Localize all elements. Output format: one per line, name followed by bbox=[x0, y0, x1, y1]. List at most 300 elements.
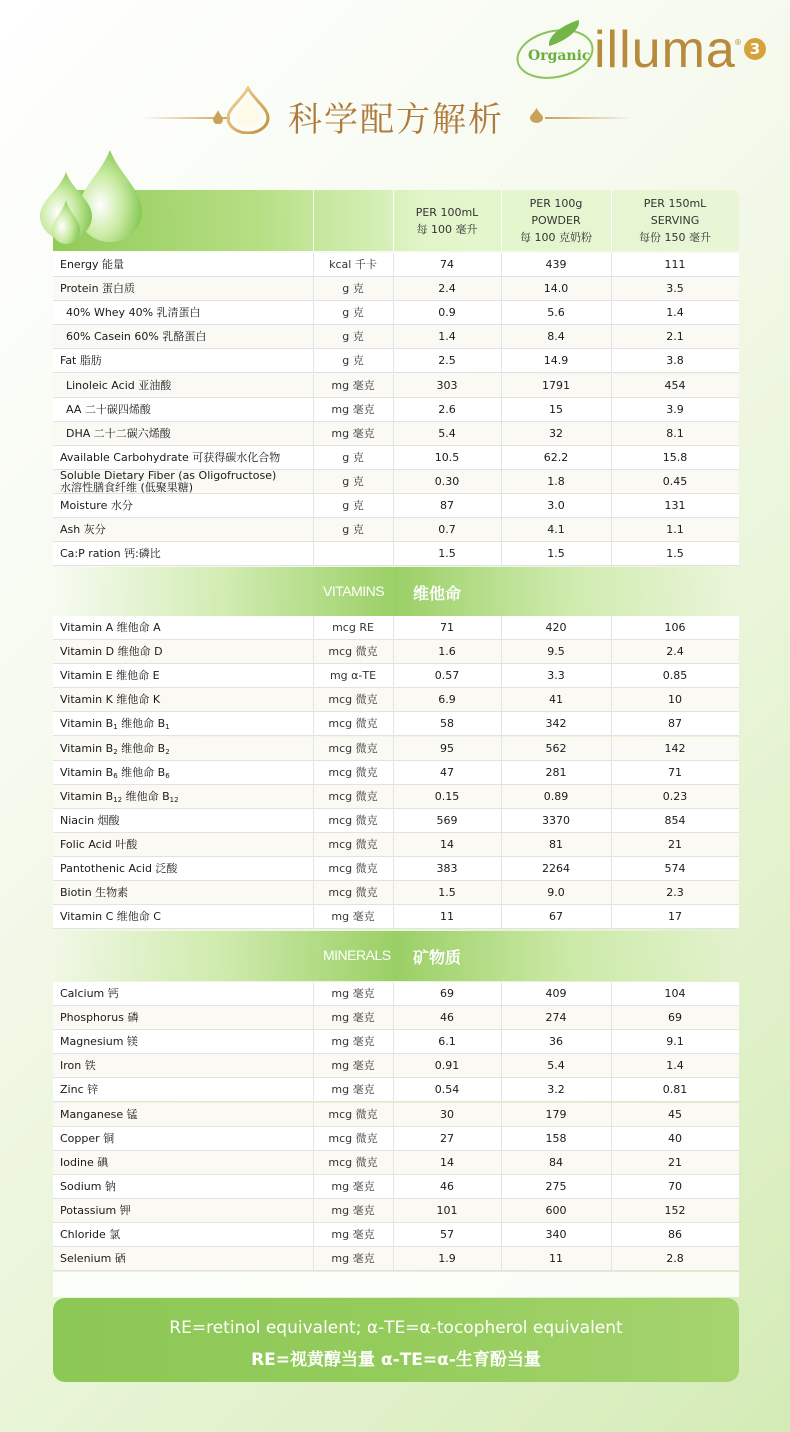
value-per-100g: 0.89 bbox=[543, 789, 569, 803]
column-divider bbox=[313, 982, 314, 1006]
table-row bbox=[53, 277, 739, 301]
nutrient-name-text: Chloride 氯 bbox=[60, 1228, 121, 1241]
value-per-150ml: 2.8 bbox=[666, 1252, 684, 1266]
nutrient-name bbox=[60, 518, 314, 542]
value-per-100ml: 1.5 bbox=[438, 886, 456, 900]
section-title-cn: 矿物质 bbox=[413, 948, 462, 967]
value-per-150ml: 574 bbox=[664, 862, 686, 875]
column-divider bbox=[611, 712, 612, 736]
column-divider bbox=[393, 277, 394, 301]
nutrient-name-text: Pantothenic Acid 泛酸 bbox=[60, 862, 178, 875]
value-per-150ml: 2.3 bbox=[666, 886, 684, 900]
header-separator bbox=[313, 190, 314, 251]
table-row bbox=[53, 1030, 739, 1054]
column-divider bbox=[611, 1030, 612, 1054]
column-divider bbox=[501, 640, 502, 664]
nutrient-name-text: Potassium 钾 bbox=[60, 1203, 131, 1217]
nutrient-name-text: Vitamin C 维他命 C bbox=[60, 910, 161, 924]
column-divider bbox=[313, 1223, 314, 1247]
header-line: PER 100mL bbox=[415, 205, 479, 219]
column-divider bbox=[501, 857, 502, 881]
value-per-100ml: 11 bbox=[440, 910, 454, 924]
column-divider bbox=[393, 1103, 394, 1127]
value-per-100ml: 1.5 bbox=[438, 547, 456, 561]
brand-logo bbox=[516, 22, 776, 88]
value-per-100ml: 0.30 bbox=[434, 474, 460, 488]
table-row bbox=[53, 1127, 739, 1151]
column-divider bbox=[393, 422, 394, 446]
table-row bbox=[53, 1151, 739, 1175]
column-divider bbox=[501, 277, 502, 301]
nutrient-name-text: 60% Casein 60% 乳酪蛋白 bbox=[66, 330, 207, 344]
column-divider bbox=[393, 494, 394, 518]
nutrient-name-text: Vitamin A 维他命 A bbox=[60, 621, 161, 634]
nutrient-name-text: Calcium 钙 bbox=[60, 987, 119, 1000]
column-divider bbox=[611, 1223, 612, 1247]
column-divider bbox=[393, 470, 394, 494]
value-per-100g: 67 bbox=[549, 910, 563, 924]
column-divider bbox=[313, 1247, 314, 1271]
nutrient-name-text: Niacin 烟酸 bbox=[60, 813, 120, 827]
table-row bbox=[53, 1247, 739, 1271]
nutrient-name bbox=[66, 301, 320, 325]
column-divider bbox=[501, 446, 502, 470]
subscript: 6 bbox=[113, 771, 118, 780]
column-divider bbox=[611, 1151, 612, 1175]
column-divider bbox=[611, 518, 612, 542]
value-per-100g: 41 bbox=[549, 693, 563, 707]
nutrient-name-text: Iron 铁 bbox=[60, 1059, 96, 1073]
column-divider bbox=[313, 518, 314, 542]
table-row bbox=[53, 737, 739, 761]
column-divider bbox=[313, 737, 314, 761]
column-divider bbox=[611, 1175, 612, 1199]
column-divider bbox=[313, 785, 314, 809]
table-row bbox=[53, 1006, 739, 1030]
table-row bbox=[53, 253, 739, 277]
column-divider bbox=[611, 470, 612, 494]
nutrient-name bbox=[60, 761, 314, 785]
column-divider bbox=[611, 253, 612, 277]
column-divider bbox=[501, 422, 502, 446]
nutrient-name-text: Ash 灰分 bbox=[60, 523, 106, 537]
unit: mcg 微克 bbox=[328, 1107, 378, 1121]
nutrient-name bbox=[60, 1030, 314, 1054]
table-row bbox=[53, 905, 739, 929]
nutrient-name bbox=[66, 374, 320, 398]
nutrient-name-text: Vitamin B bbox=[60, 717, 114, 731]
column-divider bbox=[313, 688, 314, 712]
column-divider bbox=[393, 1006, 394, 1030]
column-divider bbox=[313, 253, 314, 277]
unit: mg 毫克 bbox=[331, 987, 375, 1000]
column-divider bbox=[393, 325, 394, 349]
column-divider bbox=[393, 688, 394, 712]
unit: mcg 微克 bbox=[328, 765, 378, 779]
subscript: 1 bbox=[165, 723, 170, 732]
unit: mg 毫克 bbox=[331, 1059, 375, 1073]
unit: mcg 微克 bbox=[328, 1131, 378, 1145]
column-divider bbox=[501, 1030, 502, 1054]
nutrient-name bbox=[60, 349, 314, 373]
column-divider bbox=[393, 1151, 394, 1175]
table-row bbox=[53, 374, 739, 398]
value-per-100ml: 1.6 bbox=[438, 645, 456, 659]
column-divider bbox=[393, 881, 394, 905]
value-per-100g: 5.4 bbox=[547, 1059, 565, 1073]
nutrient-name-text: Manganese 锰 bbox=[60, 1107, 138, 1121]
column-divider bbox=[501, 1054, 502, 1078]
nutrient-name-text: Zinc 锌 bbox=[60, 1083, 99, 1097]
value-per-100g: 81 bbox=[549, 837, 563, 851]
nutrient-name-text: Vitamin D 维他命 D bbox=[60, 645, 163, 659]
value-per-100g: 340 bbox=[545, 1228, 567, 1241]
table-row bbox=[53, 833, 739, 857]
value-per-100ml: 0.54 bbox=[434, 1083, 460, 1097]
table-row bbox=[53, 470, 739, 494]
value-per-100g: 3.0 bbox=[547, 499, 565, 512]
value-per-100g: 62.2 bbox=[543, 450, 569, 464]
value-per-150ml: 3.5 bbox=[666, 282, 684, 296]
table-row bbox=[53, 301, 739, 325]
column-divider bbox=[611, 1078, 612, 1102]
column-divider bbox=[611, 374, 612, 398]
table-row bbox=[53, 422, 739, 446]
logo-stage-badge: 3 bbox=[744, 38, 766, 60]
nutrient-name-text: Vitamin B bbox=[60, 789, 114, 803]
column-divider bbox=[313, 1103, 314, 1127]
page-title: 科学配方解析 bbox=[288, 100, 504, 140]
table-row bbox=[53, 688, 739, 712]
nutrient-name bbox=[60, 1103, 314, 1127]
value-per-100ml: 14 bbox=[440, 837, 454, 851]
value-per-100g: 179 bbox=[545, 1107, 567, 1121]
nutrient-name bbox=[60, 253, 314, 277]
column-divider bbox=[313, 398, 314, 422]
unit: mg 毫克 bbox=[331, 1203, 375, 1217]
column-divider bbox=[393, 542, 394, 566]
value-per-100ml: 74 bbox=[440, 258, 454, 271]
subscript: 12 bbox=[169, 795, 179, 804]
column-divider bbox=[501, 301, 502, 325]
table-row bbox=[53, 1199, 739, 1223]
unit: mg 毫克 bbox=[331, 1228, 375, 1241]
footnote-cn: RE=视黄醇当量 α-TE=α-生育酚当量 bbox=[251, 1350, 541, 1370]
column-divider bbox=[611, 325, 612, 349]
value-per-100ml: 30 bbox=[440, 1107, 454, 1121]
value-per-100ml: 27 bbox=[440, 1131, 454, 1145]
nutrient-name bbox=[60, 494, 314, 518]
nutrient-name bbox=[60, 1223, 314, 1247]
column-divider bbox=[501, 349, 502, 373]
subscript: 1 bbox=[113, 723, 118, 732]
value-per-150ml: 1.4 bbox=[666, 306, 684, 320]
value-per-100ml: 0.91 bbox=[434, 1059, 460, 1073]
nutrient-name-text: Iodine 碘 bbox=[60, 1155, 109, 1169]
value-per-150ml: 10 bbox=[668, 693, 682, 707]
value-per-100g: 2264 bbox=[542, 862, 570, 875]
column-divider bbox=[611, 398, 612, 422]
value-per-150ml: 70 bbox=[668, 1179, 682, 1193]
nutrient-name bbox=[66, 398, 320, 422]
column-divider bbox=[611, 277, 612, 301]
table-row bbox=[53, 325, 739, 349]
table-row bbox=[53, 761, 739, 785]
unit: g 克 bbox=[342, 282, 364, 296]
value-per-100ml: 2.6 bbox=[438, 402, 456, 416]
table-row bbox=[53, 1078, 739, 1102]
nutrient-name bbox=[60, 1175, 314, 1199]
nutrient-name-cn: 维他命 B bbox=[122, 789, 170, 803]
column-divider bbox=[501, 470, 502, 494]
value-per-150ml: 17 bbox=[668, 910, 682, 924]
column-divider bbox=[611, 905, 612, 929]
column-divider bbox=[393, 761, 394, 785]
column-divider bbox=[393, 301, 394, 325]
column-divider bbox=[501, 761, 502, 785]
value-per-100g: 84 bbox=[549, 1155, 563, 1169]
value-per-100ml: 1.4 bbox=[438, 330, 456, 344]
column-divider bbox=[611, 833, 612, 857]
column-divider bbox=[393, 518, 394, 542]
column-divider bbox=[501, 374, 502, 398]
column-divider bbox=[611, 688, 612, 712]
header-line: SERVING bbox=[650, 214, 700, 227]
column-divider bbox=[611, 349, 612, 373]
nutrient-name-text: Vitamin E 维他命 E bbox=[60, 669, 160, 683]
column-divider bbox=[313, 664, 314, 688]
table-row bbox=[53, 982, 739, 1006]
column-divider bbox=[313, 277, 314, 301]
column-divider bbox=[313, 761, 314, 785]
unit: mcg 微克 bbox=[328, 645, 378, 659]
value-per-100g: 14.0 bbox=[543, 282, 569, 296]
column-divider bbox=[313, 809, 314, 833]
value-per-100ml: 0.57 bbox=[434, 669, 460, 683]
column-divider bbox=[501, 494, 502, 518]
nutrient-name bbox=[60, 1078, 314, 1102]
column-divider bbox=[313, 470, 314, 494]
column-divider bbox=[393, 398, 394, 422]
column-divider bbox=[313, 712, 314, 736]
column-divider bbox=[393, 857, 394, 881]
nutrient-name-cn: 维他命 B bbox=[117, 765, 166, 779]
unit: g 克 bbox=[342, 306, 364, 320]
column-divider bbox=[501, 905, 502, 929]
table-row bbox=[53, 664, 739, 688]
column-divider bbox=[611, 446, 612, 470]
value-per-150ml: 3.9 bbox=[666, 402, 684, 416]
column-divider bbox=[611, 542, 612, 566]
value-per-150ml: 1.5 bbox=[666, 547, 684, 561]
subscript: 2 bbox=[113, 747, 118, 756]
table-row bbox=[53, 518, 739, 542]
nutrient-name-text: Linoleic Acid 亚油酸 bbox=[66, 378, 172, 392]
column-divider bbox=[501, 616, 502, 640]
column-divider bbox=[501, 1199, 502, 1223]
value-per-100g: 281 bbox=[545, 765, 567, 779]
value-per-100g: 1791 bbox=[542, 378, 570, 392]
unit: mcg 微克 bbox=[328, 862, 378, 875]
table-row bbox=[53, 809, 739, 833]
table-row bbox=[53, 542, 739, 566]
nutrient-name bbox=[60, 905, 314, 929]
value-per-150ml: 87 bbox=[668, 717, 682, 731]
table-row bbox=[53, 785, 739, 809]
header-line: PER 100g bbox=[529, 197, 583, 210]
value-per-100g: 9.5 bbox=[547, 645, 565, 659]
value-per-100g: 275 bbox=[545, 1179, 567, 1193]
unit: mg 毫克 bbox=[331, 426, 375, 440]
column-divider bbox=[501, 1151, 502, 1175]
table-row bbox=[53, 616, 739, 640]
value-per-100ml: 383 bbox=[436, 862, 458, 875]
value-per-150ml: 3.8 bbox=[666, 354, 684, 368]
logo-registered-mark: ® bbox=[734, 38, 742, 47]
column-divider bbox=[611, 761, 612, 785]
unit: g 克 bbox=[342, 499, 364, 512]
footnote-en: RE=retinol equivalent; α-TE=α-tocopherol equivalent bbox=[169, 1318, 623, 1338]
table-row bbox=[53, 881, 739, 905]
nutrient-name-text: AA 二十碳四烯酸 bbox=[66, 402, 151, 416]
value-per-100g: 15 bbox=[549, 402, 563, 416]
nutrient-name bbox=[60, 833, 314, 857]
value-per-100g: 409 bbox=[545, 987, 567, 1000]
header-line: POWDER bbox=[531, 214, 581, 227]
column-divider bbox=[611, 785, 612, 809]
column-divider bbox=[313, 640, 314, 664]
nutrient-name bbox=[60, 542, 314, 566]
column-divider bbox=[393, 349, 394, 373]
value-per-100ml: 303 bbox=[436, 378, 458, 392]
value-per-100g: 158 bbox=[545, 1131, 567, 1145]
unit: mcg 微克 bbox=[328, 837, 378, 851]
value-per-100ml: 1.9 bbox=[438, 1252, 456, 1266]
table-bottom-spacer bbox=[53, 1272, 739, 1297]
header-line: 每份 150 毫升 bbox=[639, 231, 711, 244]
column-divider bbox=[313, 1078, 314, 1102]
unit: g 克 bbox=[342, 450, 364, 464]
column-divider bbox=[393, 712, 394, 736]
column-divider bbox=[393, 1223, 394, 1247]
column-divider bbox=[501, 833, 502, 857]
column-divider bbox=[313, 542, 314, 566]
value-per-100g: 274 bbox=[545, 1011, 567, 1025]
column-divider bbox=[501, 664, 502, 688]
nutrient-name bbox=[60, 1199, 314, 1223]
value-per-100ml: 46 bbox=[440, 1179, 454, 1193]
nutrient-name bbox=[60, 712, 314, 736]
column-divider bbox=[611, 982, 612, 1006]
column-divider bbox=[313, 616, 314, 640]
column-divider bbox=[501, 398, 502, 422]
column-divider bbox=[393, 640, 394, 664]
column-divider bbox=[393, 1175, 394, 1199]
unit: mcg 微克 bbox=[328, 1155, 378, 1169]
value-per-100ml: 14 bbox=[440, 1155, 454, 1169]
nutrient-name-text: Biotin 生物素 bbox=[60, 886, 129, 900]
column-divider bbox=[393, 1199, 394, 1223]
column-divider bbox=[501, 542, 502, 566]
value-per-100ml: 69 bbox=[440, 987, 454, 1000]
droplet-icon bbox=[213, 110, 223, 124]
unit: kcal 千卡 bbox=[329, 258, 377, 271]
nutrient-name-text: Phosphorus 磷 bbox=[60, 1011, 139, 1025]
column-divider bbox=[501, 1247, 502, 1271]
column-divider bbox=[313, 325, 314, 349]
column-divider bbox=[313, 905, 314, 929]
value-per-100ml: 6.1 bbox=[438, 1035, 456, 1049]
column-divider bbox=[501, 809, 502, 833]
value-per-150ml: 40 bbox=[668, 1131, 682, 1145]
nutrient-name bbox=[60, 640, 314, 664]
nutrient-name bbox=[60, 1054, 314, 1078]
value-per-100ml: 6.9 bbox=[438, 693, 456, 707]
nutrient-name bbox=[60, 982, 314, 1006]
nutrient-name-text: Protein 蛋白质 bbox=[60, 282, 136, 296]
value-per-100ml: 2.5 bbox=[438, 354, 456, 368]
value-per-100g: 3.3 bbox=[547, 669, 565, 683]
column-divider bbox=[611, 1199, 612, 1223]
value-per-100ml: 71 bbox=[440, 621, 454, 634]
nutrient-name bbox=[60, 688, 314, 712]
value-per-150ml: 0.85 bbox=[662, 669, 688, 683]
value-per-100ml: 47 bbox=[440, 765, 454, 779]
value-per-100ml: 2.4 bbox=[438, 282, 456, 296]
column-divider bbox=[611, 1103, 612, 1127]
droplet-outline-icon bbox=[226, 86, 270, 134]
unit: mcg 微克 bbox=[328, 789, 378, 803]
unit: mg 毫克 bbox=[331, 1035, 375, 1049]
logo-brand-name: illuma bbox=[594, 21, 736, 79]
nutrient-name-text: Sodium 钠 bbox=[60, 1179, 116, 1193]
column-divider bbox=[313, 833, 314, 857]
column-divider bbox=[611, 1054, 612, 1078]
value-per-150ml: 0.81 bbox=[662, 1083, 688, 1097]
table-row bbox=[53, 1103, 739, 1127]
unit: mg 毫克 bbox=[331, 1011, 375, 1025]
unit: mg α-TE bbox=[329, 669, 377, 683]
table-row bbox=[53, 1223, 739, 1247]
subscript: 6 bbox=[165, 771, 170, 780]
table-row bbox=[53, 857, 739, 881]
value-per-100ml: 10.5 bbox=[434, 450, 460, 464]
column-divider bbox=[313, 1127, 314, 1151]
column-divider bbox=[501, 1103, 502, 1127]
column-divider bbox=[313, 374, 314, 398]
value-per-100g: 8.4 bbox=[547, 330, 565, 344]
nutrient-name-text: Vitamin B bbox=[60, 765, 114, 779]
value-per-100g: 3370 bbox=[542, 813, 570, 827]
nutrient-name bbox=[60, 616, 314, 640]
nutrient-name bbox=[60, 470, 314, 494]
table-row bbox=[53, 349, 739, 373]
column-divider bbox=[393, 1127, 394, 1151]
nutrient-name-text: 40% Whey 40% 乳清蛋白 bbox=[66, 306, 201, 320]
nutrient-name bbox=[60, 809, 314, 833]
value-per-150ml: 854 bbox=[664, 813, 686, 827]
column-divider bbox=[393, 982, 394, 1006]
column-divider bbox=[501, 518, 502, 542]
nutrient-name bbox=[60, 881, 314, 905]
nutrient-name bbox=[60, 737, 314, 761]
column-divider bbox=[313, 1199, 314, 1223]
section-title-en: MINERALS bbox=[323, 947, 391, 963]
unit: mg 毫克 bbox=[331, 1083, 375, 1097]
value-per-150ml: 15.8 bbox=[662, 450, 688, 464]
subscript: 2 bbox=[165, 747, 170, 756]
nutrient-name-text: Magnesium 镁 bbox=[60, 1035, 138, 1049]
